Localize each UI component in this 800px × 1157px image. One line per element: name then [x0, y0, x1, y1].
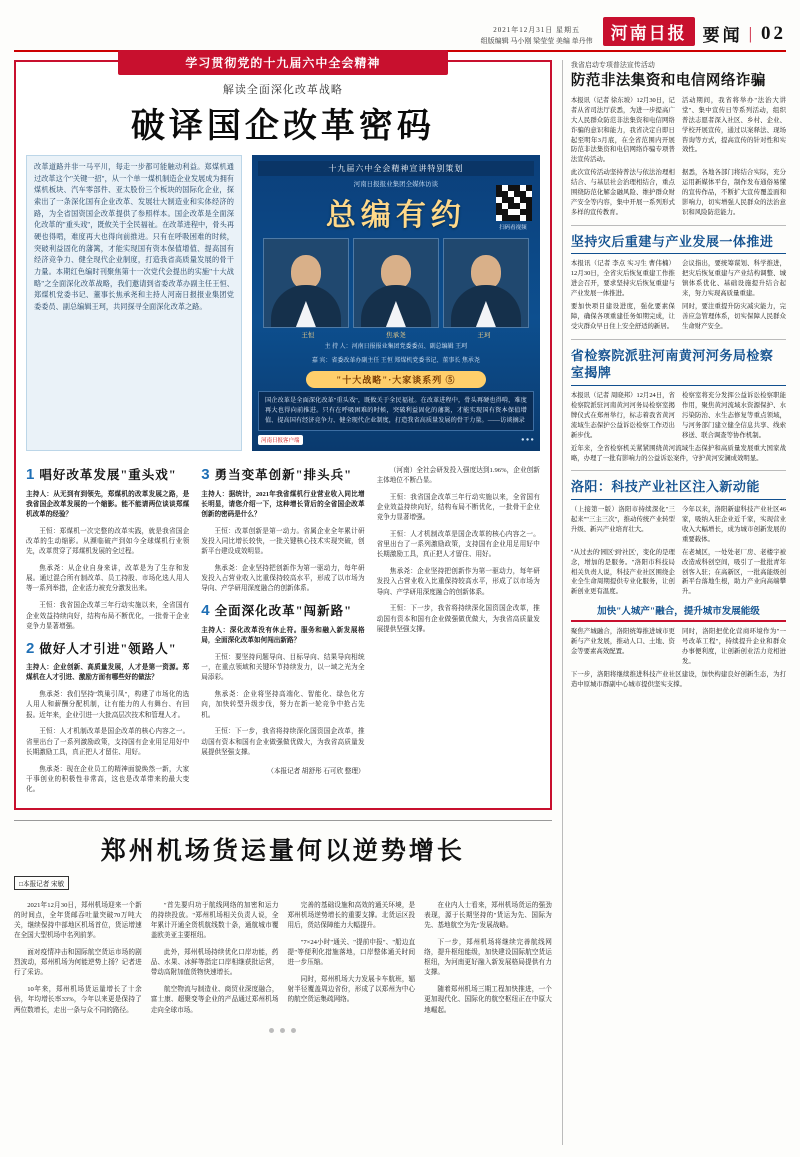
paragraph: 在业内人士看来，郑州机场货运的强劲表现，源于长期坚持的"货运为先、国际为先、基地航空为先"发展战略。	[424, 901, 552, 929]
promo-series-tag: "十大战略"·大家谈系列 ⑤	[306, 371, 486, 388]
guest-portrait	[263, 238, 349, 328]
section-name: 要闻	[702, 26, 743, 45]
right-article-2	[571, 233, 786, 332]
page-number: 02	[761, 22, 786, 44]
paragraph: 今年以来，洛阳新建科技产业社区46家，吸纳入驻企业近千家，实现营业收入大幅增长，成为城市创新发展的重要载体。	[681, 506, 787, 543]
article-headline: 省检察院派驻河南黄河河务局检察室揭牌	[571, 347, 786, 386]
app-badge[interactable]: 河南日报客户端	[258, 435, 303, 445]
paragraph: （河南）全社会研发投入强度达到1.96%，企业创新主体地位不断凸显。	[376, 466, 540, 484]
feature-banner: 学习贯彻党的十九届六中全会精神	[118, 50, 448, 75]
paragraph: 此外，郑州机场持续优化口岸功能，药品、水果、冰鲜等指定口岸相继获批运营，带动高附加值货物快速增长。	[150, 948, 279, 977]
accent-rule	[571, 620, 786, 622]
paragraph: 航空物流与制造业、商贸业深度融合，富士康、超聚变等企业的产品通过郑州机场走向全球市场。	[150, 986, 279, 1014]
paragraph: 检察室将充分发挥公益诉讼检察职能作用，聚焦黄河流域水资源保护、水污染防治、水生态修复等重点领域，与河务部门建立健全信息共享、线索移送、联合调查等协作机制。	[681, 392, 787, 439]
guest-portrait	[353, 238, 439, 328]
paragraph: 焦承尧：从企业自身来讲，改革是为了生存和发展。通过混合所有制改革、员工持股、市场化选人用人等一系列举措，企业活力被充分激发出来。	[26, 565, 190, 593]
article-headline: 坚持灾后重建与产业发展一体推进	[571, 233, 786, 255]
paragraph: 焦承尧：企业坚持把创新作为第一驱动力，每年研发投入占营业收入比重保持较高水平，形成了以市场为导向、产学研用深度融合的创新体系。	[376, 568, 540, 596]
paragraph: 主持人：深化改革没有休止符。服务和融入新发展格局，全面深化改革如何闯出新路？	[201, 626, 365, 645]
secondary-column-1	[14, 894, 142, 1023]
section-title-text: 做好人才引进"领路人"	[39, 641, 177, 656]
paragraph: 随着郑州机场三期工程加快推进，一个更加现代化、国际化的航空枢纽正在中原大地崛起。	[424, 986, 552, 1014]
paragraph: 同时，郑州机场大力发展卡车航班，辐射半径覆盖周边省份，形成了以郑州为中心的航空货运集疏网络。	[287, 976, 416, 1004]
paragraph: 主持人：据统计，2021年我省煤机行业营业收入同比增长明显，请您介绍一下，这种增长背后的全省国企改革创新的密码是什么？	[201, 490, 365, 518]
masthead	[14, 10, 786, 52]
section-title	[703, 21, 786, 46]
paragraph: 活动期间，我省将举办"法治大讲堂"、集中宣传日等系列活动，组织普法志愿者深入社区、乡村、企业、学校开展宣传，通过以案释法、现场咨询等方式，提高宣传的针对性和实效性。	[681, 96, 787, 154]
divider	[571, 339, 786, 340]
paragraph: 同时，要注重提升防灾减灾能力，完善应急管理体系，切实保障人民群众生命财产安全。	[681, 303, 787, 330]
paragraph: 要加快项目建设进度，强化要素保障，确保各项重建任务如期完成，让受灾群众早日住上安全舒适的新居。	[570, 303, 675, 330]
section-divider: |	[748, 23, 755, 43]
promo-host-line: 主 持 人：河南日报报业集团党委委员、副总编辑 王珂	[324, 344, 468, 350]
article-byline: （上接第一版）洛阳市持续深化"三起来""三主三次"，推动传统产业转型升级、新兴产业培育壮大。	[570, 506, 675, 533]
paragraph: "7×24小时"通关、"提前申报"、"船边直提"等便利化措施落地，口岸整体通关时间进一步压缩。	[287, 938, 416, 967]
paragraph: 会议指出，要统筹谋划、科学推进，把灾后恢复重建与产业结构调整、城镇体系优化、基础设施提升结合起来，努力实现高质量重建。	[681, 260, 787, 298]
section-heading-2	[26, 639, 189, 657]
promo-dots: ● ● ●	[521, 436, 534, 443]
article-byline: 本报讯（记者 周晓邦）12月24日，省检察院派驻河南黄河河务局检察室揭牌仪式在郑州举行，标志着我省黄河流域生态保护公益诉讼检察工作迈出新步伐。	[570, 392, 675, 439]
secondary-article	[14, 820, 552, 1034]
guest-portraits	[258, 238, 534, 328]
paragraph: 面对疫情冲击和国际航空货运市场的剧烈波动，郑州机场为何能逆势上扬？记者进行了采访。	[14, 948, 142, 977]
paper-logo: 河南日报	[603, 17, 695, 46]
paragraph: 王恒：我省国企改革三年行动实施以来，全省国有企业效益持续向好，结构布局不断优化，一批骨干企业竞争力显著增强。	[376, 493, 540, 522]
article-byline: 本报讯（记者 李点 实习生 曹伟楠）12月30日，全省灾后恢复重建工作推进会召开，要求坚持灾后恢复重建与产业发展一体推进。	[570, 260, 675, 298]
guest-portrait	[443, 238, 529, 328]
article-subheadline: 加快"人城产"融合，提升城市发展能级	[597, 607, 760, 618]
page-decoration-dots	[14, 1028, 552, 1033]
paragraph: 王恒：下一步，我省将持续深化国资国企改革，推动国有资本和国有企业做强做优做大，为我省高质量发展提供坚强支撑。	[201, 728, 365, 756]
feature-column-3	[377, 459, 540, 802]
section-heading-4	[201, 601, 364, 619]
paragraph: 据悉，各地各部门将结合实际，充分运用新媒体平台，制作发布通俗易懂的宣传作品，不断扩大宣传覆盖面和影响力，切实增强人民群众的法治意识和风险防范能力。	[681, 169, 787, 216]
feature-lead: 改革道路并非一马平川，每走一步都可能触动利益。郑煤机通过改革这个"关键一招"，从一个单一煤机制造企业发展成为拥有煤机板块、汽车零部件、亚太股份三个板块的国际化企业，探索出了一条深化国有企业改革、发展壮大制造业和实体经济的路，为全省国资国企改革提供了参照样本。国企改革是全面深化改革的"重头戏"，既攸关于全民福祉。在改革进程中，骨头再硬也得啃，难度再大也得向前推进。只有在呼吸困难的时候，突破利益固化的藩篱，才能实现国有资本保值增值、提高国有经济竞争力、健全现代企业制度，打造我省高质量发展的骨干力量。本期红色编时刊聚焦第十一次党代会提出的实施"十大战略"之全面深化改革战略，我们邀请到省委改革办副主任王恒、郑煤机党委书记、董事长焦承尧和主持人河南日报报业集团党委委员、副总编辑王珂，共同探寻全面深化改革之路。	[26, 155, 242, 451]
paragraph: 聚焦产城融合，洛阳统筹推进城市更新与产业发展，推动人口、土地、资金等要素高效配置。	[570, 628, 675, 656]
secondary-column-4	[424, 894, 552, 1023]
section-heading-1	[26, 465, 189, 483]
article-byline: 本报讯（记者 徐东坡）12月30日，记者从省司法厅获悉，为进一步提高广大人民群众防范非法集资和电信网络诈骗的意识和能力，我省决定自即日起至明年3月底，在全省范围内开展防范非法集资和电信网络诈骗专项普法宣传活动。	[570, 96, 675, 164]
section-number: 1	[26, 465, 35, 483]
feature-headline: 破译国企改革密码	[130, 108, 435, 145]
paragraph: 焦承尧：企业将坚持高端化、智能化、绿色化方向，加快转型升级步伐，努力在新一轮竞争中抢占先机。	[201, 691, 365, 719]
qr-caption: 扫码看视频	[499, 225, 527, 231]
qr-code-icon[interactable]	[496, 185, 532, 221]
secondary-column-3	[287, 894, 415, 1023]
section-title-text: 唱好改革发展"重头戏"	[39, 467, 177, 482]
secondary-byline: □本报记者 宋敏	[14, 876, 69, 890]
section-title-text: 勇当变革创新"排头兵"	[214, 467, 353, 482]
secondary-column-2	[151, 894, 279, 1023]
paragraph: 在老城区，一处处老厂房、老楼宇被改造成科创空间，吸引了一批批青年创客入驻；在高新区，一批高能级创新平台落地生根，助力产业向高端攀升。	[681, 548, 787, 596]
paragraph: 王恒：人才机制改革是国企改革的核心内容之一。省里出台了一系列激励政策，支持国有企业用足用好中长期激励工具，真正把人才留住、用好。	[26, 728, 190, 756]
paragraph: 10年来，郑州机场货运量增长了十余倍，年均增长率33%，今年以来更是保持了两位数增长，走出一条与众不同的路径。	[14, 986, 142, 1014]
paragraph: 王恒：我省国企改革三年行动实施以来，全省国有企业效益持续向好，结构布局不断优化，一批骨干企业竞争力显著增强。	[26, 602, 190, 630]
video-promo-panel[interactable]	[252, 155, 540, 451]
right-column	[562, 60, 786, 1145]
masthead-meta	[481, 25, 593, 46]
paragraph: 王恒：要坚持问题导向、目标导向、结果导向相统一，在重点领域和关键环节持续发力，以一域之光为全局添彩。	[201, 653, 365, 682]
feature-article	[14, 56, 552, 810]
paragraph: 王恒：郑煤机一次完整的改革实践，就是我省国企改革的生动缩影。从濒临破产到如今全球煤机行业领先，改革贯穿了郑煤机发展的全过程。	[26, 527, 190, 556]
guest-name-3: 王珂	[477, 332, 491, 339]
masthead-editors: 组版编辑 马小刚 梁莹莹 美编 单丹伟	[480, 36, 593, 45]
feature-kicker: 解读全面深化改革战略	[222, 84, 343, 96]
guest-name-1: 王恒	[301, 332, 315, 339]
paragraph: 下一步，郑州机场将继续完善航线网络，提升枢纽能级，加快建设国际航空货运枢纽，为河南更好融入新发展格局提供有力支撑。	[424, 938, 552, 977]
promo-subtitle: 河南日报报业集团全媒体访谈	[353, 181, 439, 188]
article-headline: 洛阳：科技产业社区注入新动能	[571, 478, 786, 500]
section-number: 2	[26, 639, 35, 657]
paragraph: 王恒：改革创新是第一动力。省属企业全年累计研发投入同比增长较快，一批关键核心技术实现突破，创新平台建设成效明显。	[201, 527, 365, 556]
right-article-3	[571, 347, 786, 464]
secondary-headline: 郑州机场货运量何以逆势增长	[100, 837, 465, 865]
right-article-1	[571, 60, 786, 218]
feature-column-1	[26, 459, 189, 802]
paragraph: 近年来，全省检察机关紧紧围绕黄河流域生态保护和高质量发展重大国家战略，办理了一批有影响力的公益诉讼案件，守护黄河安澜成效明显。	[570, 444, 786, 462]
promo-quote: 国企改革是全面深化改革"重头戏"，既攸关于全民福祉。在改革进程中，骨头再硬也得啃，难度再大也得向前推进。只有在呼吸困难的时候，突破利益固化的藩篱，才能实现国有资本保值增值、提高国有经济竞争力、健全现代企业制度，打造我省高质量发展的骨干力量。——访谈摘录	[258, 391, 534, 431]
paragraph: "首先要归功于航线网络的加密和运力的持续投放。"郑州机场相关负责人说，全年累计开通全货机航线数十条，通航城市覆盖欧美亚主要枢纽。	[150, 901, 279, 940]
paragraph: 此次宣传活动坚持普法与依法治理相结合、与基层社会治理相结合，重点围绕防范化解金融风险、维护群众财产安全等内容，集中开展一系列形式多样的宣传教育。	[570, 169, 675, 216]
guest-names	[258, 330, 534, 339]
paragraph: 王恒：人才机制改革是国企改革的核心内容之一。省里出台了一系列激励政策，支持国有企业用足用好中长期激励工具，真正把人才留住、用好。	[376, 530, 540, 559]
divider	[571, 470, 786, 471]
masthead-date: 2021年12月31日 星期五	[493, 26, 580, 34]
promo-top-title: 十九届六中全会精神宣讲特别策划	[258, 161, 534, 176]
paragraph: 焦承尧：我们坚持"筑巢引凤"，构建了市场化的选人用人和薪酬分配机制，让有能力的人有舞台、有回报。近年来，企业引进一大批高层次技术和管理人才。	[26, 691, 190, 719]
feature-column-2	[201, 459, 364, 802]
paragraph: 焦承尧：企业坚持把创新作为第一驱动力，每年研发投入占营业收入比重保持较高水平，形成了以市场为导向、产学研用深度融合的创新体系。	[201, 565, 365, 593]
paragraph: 主持人：企业创新、高质量发展，人才是第一资源。郑煤机在人才引进、激励方面有哪些好的做法？	[26, 664, 190, 682]
promo-title: 总编有约	[325, 199, 466, 232]
paragraph: 主持人：从无到有到领先，郑煤机的改革发展之路，是我省国企改革发展的一个缩影。能不能请两位谈谈郑煤机改革的经验？	[26, 490, 190, 518]
divider	[571, 225, 786, 226]
promo-guest-line: 嘉 宾：省委改革办副主任 王恒 郑煤机党委书记、董事长 焦承尧	[311, 357, 480, 364]
article-kicker: 我省启动专项普法宣传活动	[570, 61, 655, 69]
paragraph: 完善的基础设施和高效的通关环境，是郑州机场逆势增长的重要支撑。北货运区投用后，货站保障能力大幅提升。	[287, 901, 416, 929]
section-number: 3	[201, 465, 210, 483]
section-heading-3	[201, 465, 364, 483]
guest-name-2: 焦承尧	[386, 332, 406, 339]
article-headline: 防范非法集资和电信网络诈骗	[570, 73, 766, 89]
paragraph: 王恒：下一步，我省将持续深化国资国企改革，推动国有资本和国有企业做强做优做大，为我省高质量发展提供坚强支撑。	[376, 605, 540, 633]
paragraph: 2021年12月30日，郑州机场迎来一个新的时间点，全年货邮吞吐量突破70万吨大关，继续保持中部地区机场首位，货运增速在全国大型机场中名列前茅。	[14, 901, 142, 940]
paragraph: "从过去的'园区'到'社区'，变化的是理念，增加的是服务。"洛阳市科技局相关负责人说，科技产业社区围绕企业全生命周期提供专业化服务，让创新创业更有温度。	[570, 548, 675, 596]
feature-byline: （本报记者 胡舒彤 石可欣 整理）	[267, 767, 365, 775]
paragraph: 焦承尧：现在企业员工的精神面貌焕然一新，大家干事创业的积极性非常高，这也是改革带来的最大变化。	[26, 765, 190, 794]
main-content	[14, 56, 552, 1145]
paragraph: 同时，洛阳把优化营商环境作为"一号改革工程"，持续提升企业和群众办事便利度，让创新创业活力竞相迸发。	[681, 628, 787, 666]
section-title-text: 全面深化改革"闯新路"	[214, 604, 353, 619]
section-number: 4	[201, 602, 210, 620]
right-article-4	[571, 478, 786, 689]
paragraph: 下一步，洛阳将继续推进科技产业社区建设，加快构建良好创新生态，为打造中原城市群副中心城市提供坚实支撑。	[570, 670, 786, 688]
